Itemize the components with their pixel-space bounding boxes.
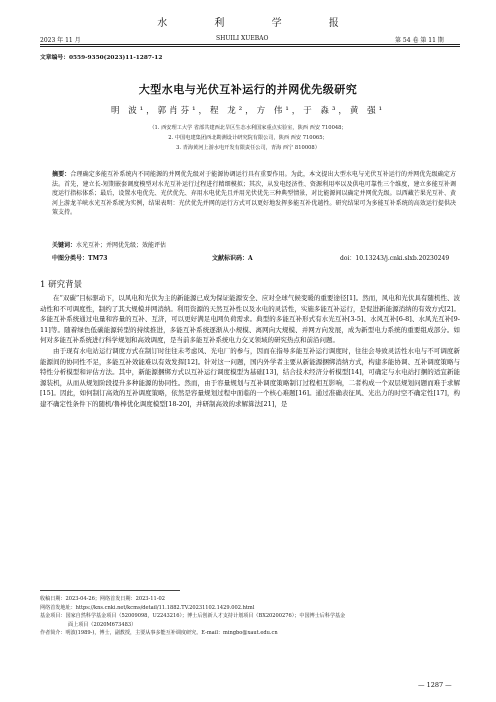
affiliation-1: （1. 西安理工大学 省部共建西北旱区生态水利国家重点实验室，陕西 西安 710048； xyxy=(149,125,347,131)
abstract-text: 合理确定多能互补系统内不同能源的并网优先级对于能源协调运行具有重要作用。为此，本文提出大型水电与光伏互补运行的并网优先级确定方法。首先，建立长-短期嵌套调度模型对水光互补运行过程进行精细模拟；其次，从发电经济性、资源利用率以及供电可靠性三个维度，建立多能互补调度运行指标体系；最后，设置水电优先、光伏优先、弃用水电优先且并用光伏优先三种典型情景，对比能源间以确定并网优先级。以西藏芒果光互补、黄河上游龙羊峡水光互补系统为实例，结果表明：光伏优先并网的运行方式可以更好地发挥多能互补优越性。研究结果可为多能互补系统的高效运行提供决策支持。 xyxy=(52,171,456,217)
footnote-online: 网络首发地址：https://kns.cnki.net/kcms/detail/11.1882.TV.20231102.1429.002.html xyxy=(40,604,255,611)
section-heading: 1 研究背景 xyxy=(40,280,83,290)
footnote-received: 收稿日期：2023-04-26；网络首发日期：2023-11-02 xyxy=(40,596,165,602)
paragraph: 由于现有水电站运行调度方式在制订时往往未考虑风、光电厂的参与，因而在指导多能互补运行调度时，往往会导致灵活性水电与不可调度新能源间的协同性不足，多能互补效能难以有效发挥[12]。针对这一问题，国内外学者主要从新能源捆绑消纳方式，构建多能协调、互补调度策略与特性分析模型和评估方法。其中，新能源捆绑方式以互补运行调度模型为基础[13]，结合技术经济分析模型[14]，可确定与水电站打捆的适宜新能源装机，从而从规划阶段提升多种能源的协同性。然而，由于容量规划与互补调度策略制订过程相互影响，二者构成一个双层规划问题而难于求解[15]。因此，如何制订高效的互补调度策略，依然是容量规划过程中面临的一个核心难题[16]。通过准确表征风、光出力的时空不确定性[17]，构建不确定性条件下的随机/鲁棒优化调度模型[18-20]，并研制高效的求解算法[21]，是 xyxy=(40,346,460,408)
issue-date: 2023 年 11 月 xyxy=(40,37,81,44)
keywords-text: 水光互补；并网优先级；效能评估 xyxy=(76,242,167,249)
page-number: — 1287 — xyxy=(418,681,452,689)
journal-en-name: SHUILI XUEBAO xyxy=(216,35,269,42)
article-number: 文章编号：0559-9350(2023)11-1287-12 xyxy=(40,55,163,61)
doi: doi：10.13243/j.cnki.slxb.20230249 xyxy=(340,255,450,262)
affiliation-2: 2. 中国电建集团西北勘测设计研究院有限公司，陕西 西安 710065； xyxy=(168,135,328,141)
abstract xyxy=(52,170,456,218)
volume-issue: 第 54 卷 第 11 期 xyxy=(395,37,444,44)
keywords xyxy=(52,240,166,249)
footnotes xyxy=(40,595,460,638)
footnote-funding-cont: 面上项目（2020M673483） xyxy=(68,621,137,628)
keywords-label: 关键词： xyxy=(52,242,77,249)
header-rule-bottom xyxy=(40,46,460,47)
abstract-label: 摘要： xyxy=(52,171,71,178)
header-rule-top xyxy=(40,44,460,45)
affiliation-3: 3. 青海黄河上游水电开发有限责任公司，青海 西宁 810008） xyxy=(176,145,320,151)
document-code: 文献标识码：A xyxy=(212,255,253,262)
journal-title: 水 利 学 报 xyxy=(157,18,361,29)
paragraph: 在“双碳”目标驱动下，以风电和光伏为主的新能源已成为保证能源安全、应对全球气候变暖的重要途径[1]。然而，风电和光伏具有随机性、波动性和不可调度性，制约了其大规模并网消纳。利用资源的天然互补性以及水电的灵活性，实施多能互补运行，是促进新能源消纳的有效方式[2]。多能互补系统通过电量和容量的互补、互济，可以更好满足电网负荷需求。典型的多能互补形式有水光互补[3-5]、水风互补[6-8]、水风光互补[9-11]等。随着绿色低碳能源转型的持续推进，多能互补系统逐渐从小规模、离网向大规模、并网方向发展，成为新型电力系统的重要组成部分。如何对多能互补系统进行科学规划和高效调度，是当前多能互补系统电力交叉领域的研究热点和前沿问题。 xyxy=(40,294,460,345)
footnote-rule xyxy=(40,590,180,591)
footnote-author: 作者简介：明波(1989-)，博士，副教授，主要从事多能互补调度研究。E-mail：mingbo@xaut.edu.cn xyxy=(40,630,278,637)
paper-title: 大型水电与光伏互补运行的并网优先级研究 xyxy=(138,83,358,96)
clc-number: 中图分类号：TM73 xyxy=(52,255,108,262)
footnote-funding: 基金项目：国家自然科学基金项目（52009098，U2243216）；博士后创新人才支持计划项目（BX20200276）；中国博士后科学基金 xyxy=(40,613,346,620)
body-text xyxy=(40,293,460,410)
author-list: 明 波¹，郭肖芬¹，程 龙²，方 伟¹，于 淼³，黄 强¹ xyxy=(111,106,385,116)
